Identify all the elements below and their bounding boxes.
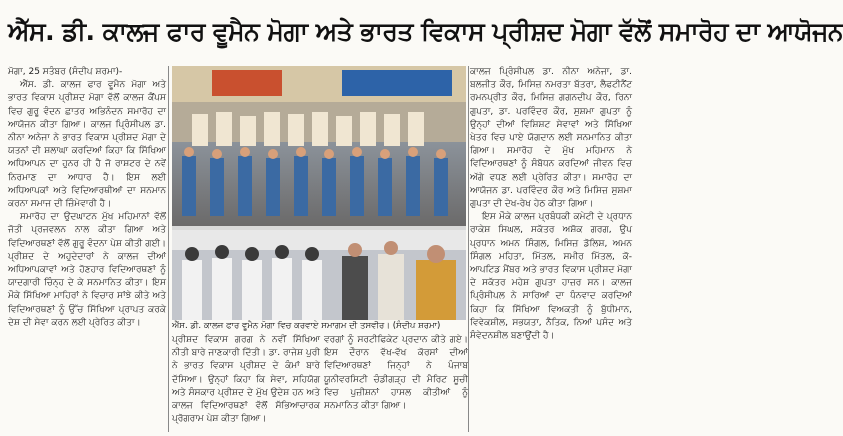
article-headline: ਐੱਸ. ਡੀ. ਕਾਲਜ ਫਾਰ ਵੂਮੈਨ ਮੋਗਾ ਅਤੇ ਭਾਰਤ ਵਿਕਾਸ ਪ੍ਰੀਸ਼ਦ ਮੋਗਾ ਵੱਲੋਂ ਸਮਾਰੋਹ ਦਾ ਆਯੋਜਨ [8, 17, 843, 46]
article-paragraph: ਪ੍ਰੀਸ਼ਦ ਵਿਕਾਸ ਗਰਗ ਨੇ ਨਵੀਂ ਸਿੱਖਿਆ ਨੀਤੀ ਬਾਰੇ ਜਾਣਕਾਰੀ ਦਿੱਤੀ। ਡਾ. ਰਾਜੇਸ਼ ਪੁਰੀ ਨੇ ਭਾਰਤ ਵਿਕਾਸ ਪ੍ਰੀਸ਼ਦ ਦੇ ਕੰਮਾਂ ਬਾਰੇ ਦੱਸਿਆ। ਉਨ੍ਹਾਂ ਕਿਹਾ ਕਿ ਸੇਵਾ, ਸਹਿਯੋਗ ਅਤੇ ਸੰਸਕਾਰ ਪ੍ਰੀਸ਼ਦ ਦੇ ਮੁੱਖ ਉਦੇਸ਼ ਹਨ ਅਤੇ ਕਾਲਜ ਵਿਦਿਆਰਥਣਾਂ ਵੱਲੋਂ ਸੱਭਿਆਚਾਰਕ ਪ੍ਰੋਗਰਾਮ ਪੇਸ਼ ਕੀਤਾ ਗਿਆ। [172, 335, 320, 425]
article-column-left [8, 66, 166, 432]
article-paragraph: ਐੱਸ. ਡੀ. ਕਾਲਜ ਫਾਰ ਵੂਮੈਨ ਮੋਗਾ ਅਤੇ ਭਾਰਤ ਵਿਕਾਸ ਪ੍ਰੀਸ਼ਦ ਮੋਗਾ ਵੱਲੋਂ ਕਾਲਜ ਕੈਂਪਸ ਵਿਚ ਗੁਰੂ ਵੰਦਨ ਛਾਤਰ ਅਭਿਨੰਦਨ ਸਮਾਰੋਹ ਦਾ ਆਯੋਜਨ ਕੀਤਾ ਗਿਆ। ਕਾਲਜ ਪ੍ਰਿੰਸੀਪਲ ਡਾ. ਨੀਨਾ ਅਨੇਜਾ ਨੇ ਭਾਰਤ ਵਿਕਾਸ ਪ੍ਰੀਸ਼ਦ ਮੋਗਾ ਦੇ ਯਤਨਾਂ ਦੀ ਸ਼ਲਾਘਾ ਕਰਦਿਆਂ ਕਿਹਾ ਕਿ ਸਿੱਖਿਆ ਅਧਿਆਪਨ ਦਾ ਹੁਨਰ ਹੀ ਹੈ ਜੋ ਰਾਸ਼ਟਰ ਦੇ ਨਵੇਂ ਨਿਰਮਾਣ ਦਾ ਆਧਾਰ ਹੈ। ਇਸ ਲਈ ਅਧਿਆਪਕਾਂ ਅਤੇ ਵਿਦਿਆਰਥੀਆਂ ਦਾ ਸਨਮਾਨ ਕਰਨਾ ਸਮਾਜ ਦੀ ਜ਼ਿੰਮੇਵਾਰੀ ਹੈ। [8, 80, 166, 210]
column-divider-right [468, 66, 469, 432]
article-column-bottom-left [172, 334, 320, 432]
article-paragraph: ਵਰਗਾਂ ਨੂੰ ਸਰਟੀਫਿਕੇਟ ਪ੍ਰਦਾਨ ਕੀਤੇ ਗਏ। ਇਸ ਦੌਰਾਨ ਵੱਖ-ਵੱਖ ਕੋਰਸਾਂ ਦੀਆਂ ਵਿਦਿਆਰਥਣਾਂ ਜਿਨ੍ਹਾਂ ਨੇ ਪੰਜਾਬ ਯੂਨੀਵਰਸਿਟੀ ਚੰਡੀਗੜ੍ਹ ਦੀ ਮੈਰਿਟ ਸੂਚੀ ਵਿਚ ਪੁਜ਼ੀਸ਼ਨਾਂ ਹਾਸਲ ਕੀਤੀਆਂ ਨੂੰ ਸਨਮਾਨਿਤ ਕੀਤਾ ਗਿਆ। [324, 335, 468, 412]
column-divider-left [168, 66, 169, 432]
article-paragraph: ਇਸ ਮੌਕੇ ਕਾਲਜ ਪ੍ਰਬੰਧਕੀ ਕਮੇਟੀ ਦੇ ਪ੍ਰਧਾਨ ਰਾਕੇਸ਼ ਸਿਘਲ, ਸਕੱਤਰ ਅਸ਼ੋਕ ਗਰਗ, ਉਪ ਪ੍ਰਧਾਨ ਅਮਨ ਸਿੰਗਲ, ਮਿਸਿਜ਼ ਡੋਲਿਸ਼, ਅਮਨ ਸਿੰਗਲ ਮਹਿਤਾ, ਮਿੱਤਲ, ਸਮੀਰ ਮਿੱਤਲ, ਕੋ-ਆਪਟਿਡ ਮੈਂਬਰ ਅਤੇ ਭਾਰਤ ਵਿਕਾਸ ਪ੍ਰੀਸ਼ਦ ਮੋਗਾ ਦੇ ਸਕੱਤਰ ਮਹੇਸ਼ ਗੁਪਤਾ ਹਾਜ਼ਰ ਸਨ। ਕਾਲਜ ਪ੍ਰਿੰਸੀਪਲ ਨੇ ਸਾਰਿਆਂ ਦਾ ਧੰਨਵਾਦ ਕਰਦਿਆਂ ਕਿਹਾ ਕਿ ਸਿੱਖਿਆ ਵਿਅਕਤੀ ਨੂੰ ਬੁੱਧੀਮਾਨ, ਵਿਵੇਕਸ਼ੀਲ, ਸਭਯਤਾ, ਨੈਤਿਕ, ਨਿਆਂ ਪਸੰਦ ਅਤੇ ਸੰਵੇਦਨਸ਼ੀਲ ਬਣਾਉਂਦੀ ਹੈ। [470, 212, 632, 342]
event-photo-panel [172, 66, 466, 320]
article-paragraph: ਕਾਲਜ ਪ੍ਰਿੰਸੀਪਲ ਡਾ. ਨੀਨਾ ਅਨੇਜਾ, ਡਾ. ਬਲਜੀਤ ਕੌਰ, ਮਿਸਿਜ਼ ਨਮਰਤਾ ਬੱਤਰਾ, ਲੈਫਟੀਨੈਂਟ ਰਮਨਪ੍ਰੀਤ ਕੌਰ, ਮਿਸਿਜ਼ ਗਗਨਦੀਪ ਕੌਰ, ਰਿਨਾ ਗੁਪਤਾ, ਡਾ. ਪਰਵਿੰਦਰ ਕੌਰ, ਸੁਸ਼ਮਾ ਗੁਪਤਾ ਨੂੰ ਉਨ੍ਹਾਂ ਦੀਆਂ ਵਿਸ਼ਿਸ਼ਟ ਸੇਵਾਵਾਂ ਅਤੇ ਸਿੱਖਿਆ ਖੇਤਰ ਵਿਚ ਪਾਏ ਯੋਗਦਾਨ ਲਈ ਸਨਮਾਨਿਤ ਕੀਤਾ ਗਿਆ। ਸਮਾਰੋਹ ਦੇ ਮੁੱਖ ਮਹਿਮਾਨ ਨੇ ਵਿਦਿਆਰਥਣਾਂ ਨੂੰ ਸੰਬੋਧਨ ਕਰਦਿਆਂ ਜੀਵਨ ਵਿਚ ਅੱਗੇ ਵਧਣ ਲਈ ਪ੍ਰੇਰਿਤ ਕੀਤਾ। ਸਮਾਰੋਹ ਦਾ ਆਯੋਜਨ ਡਾ. ਪਰਵਿੰਦਰ ਕੌਰ ਅਤੇ ਮਿਸਿਜ਼ ਸੁਸ਼ਮਾ ਗੁਪਤਾ ਦੀ ਦੇਖ-ਰੇਖ ਹੇਠ ਕੀਤਾ ਗਿਆ। [470, 67, 632, 210]
article-column-bottom-middle [324, 334, 468, 432]
dateline: ਮੋਗਾ, 25 ਸਤੰਬਰ (ਸੰਦੀਪ ਸ਼ਰਮਾ)- [8, 67, 123, 77]
article-paragraph: ਸਮਾਰੋਹ ਦਾ ਉਦਘਾਟਨ ਮੁੱਖ ਮਹਿਮਾਨਾਂ ਵੱਲੋਂ ਜੋਤੀ ਪ੍ਰਜਵਲਨ ਨਾਲ ਕੀਤਾ ਗਿਆ ਅਤੇ ਵਿਦਿਆਰਥਣਾਂ ਵੱਲੋਂ ਗੁਰੂ ਵੰਦਨਾ ਪੇਸ਼ ਕੀਤੀ ਗਈ। ਪ੍ਰੀਸ਼ਦ ਦੇ ਅਹੁਦੇਦਾਰਾਂ ਨੇ ਕਾਲਜ ਦੀਆਂ ਅਧਿਆਪਕਾਵਾਂ ਅਤੇ ਹੋਣਹਾਰ ਵਿਦਿਆਰਥਣਾਂ ਨੂੰ ਯਾਦਗਾਰੀ ਚਿੰਨ੍ਹ ਦੇ ਕੇ ਸਨਮਾਨਿਤ ਕੀਤਾ। ਇਸ ਮੌਕੇ ਸਿੱਖਿਆ ਮਾਹਿਰਾਂ ਨੇ ਵਿਚਾਰ ਸਾਂਝੇ ਕੀਤੇ ਅਤੇ ਵਿਦਿਆਰਥਣਾਂ ਨੂੰ ਉੱਚ ਸਿੱਖਿਆ ਪ੍ਰਾਪਤ ਕਰਕੇ ਦੇਸ਼ ਦੀ ਸੇਵਾ ਕਰਨ ਲਈ ਪ੍ਰੇਰਿਤ ਕੀਤਾ। [8, 212, 166, 328]
event-photo-students [172, 230, 466, 320]
event-photo-stage [172, 66, 466, 226]
photo-caption: ਐੱਸ. ਡੀ. ਕਾਲਜ ਫਾਰ ਵੂਮੈਨ ਮੋਗਾ ਵਿਚ ਕਰਵਾਏ ਸਮਾਗਮ ਦੀ ਤਸਵੀਰ। (ਸੰਦੀਪ ਸ਼ਰਮਾ) [172, 321, 441, 331]
article-column-right [470, 66, 632, 432]
